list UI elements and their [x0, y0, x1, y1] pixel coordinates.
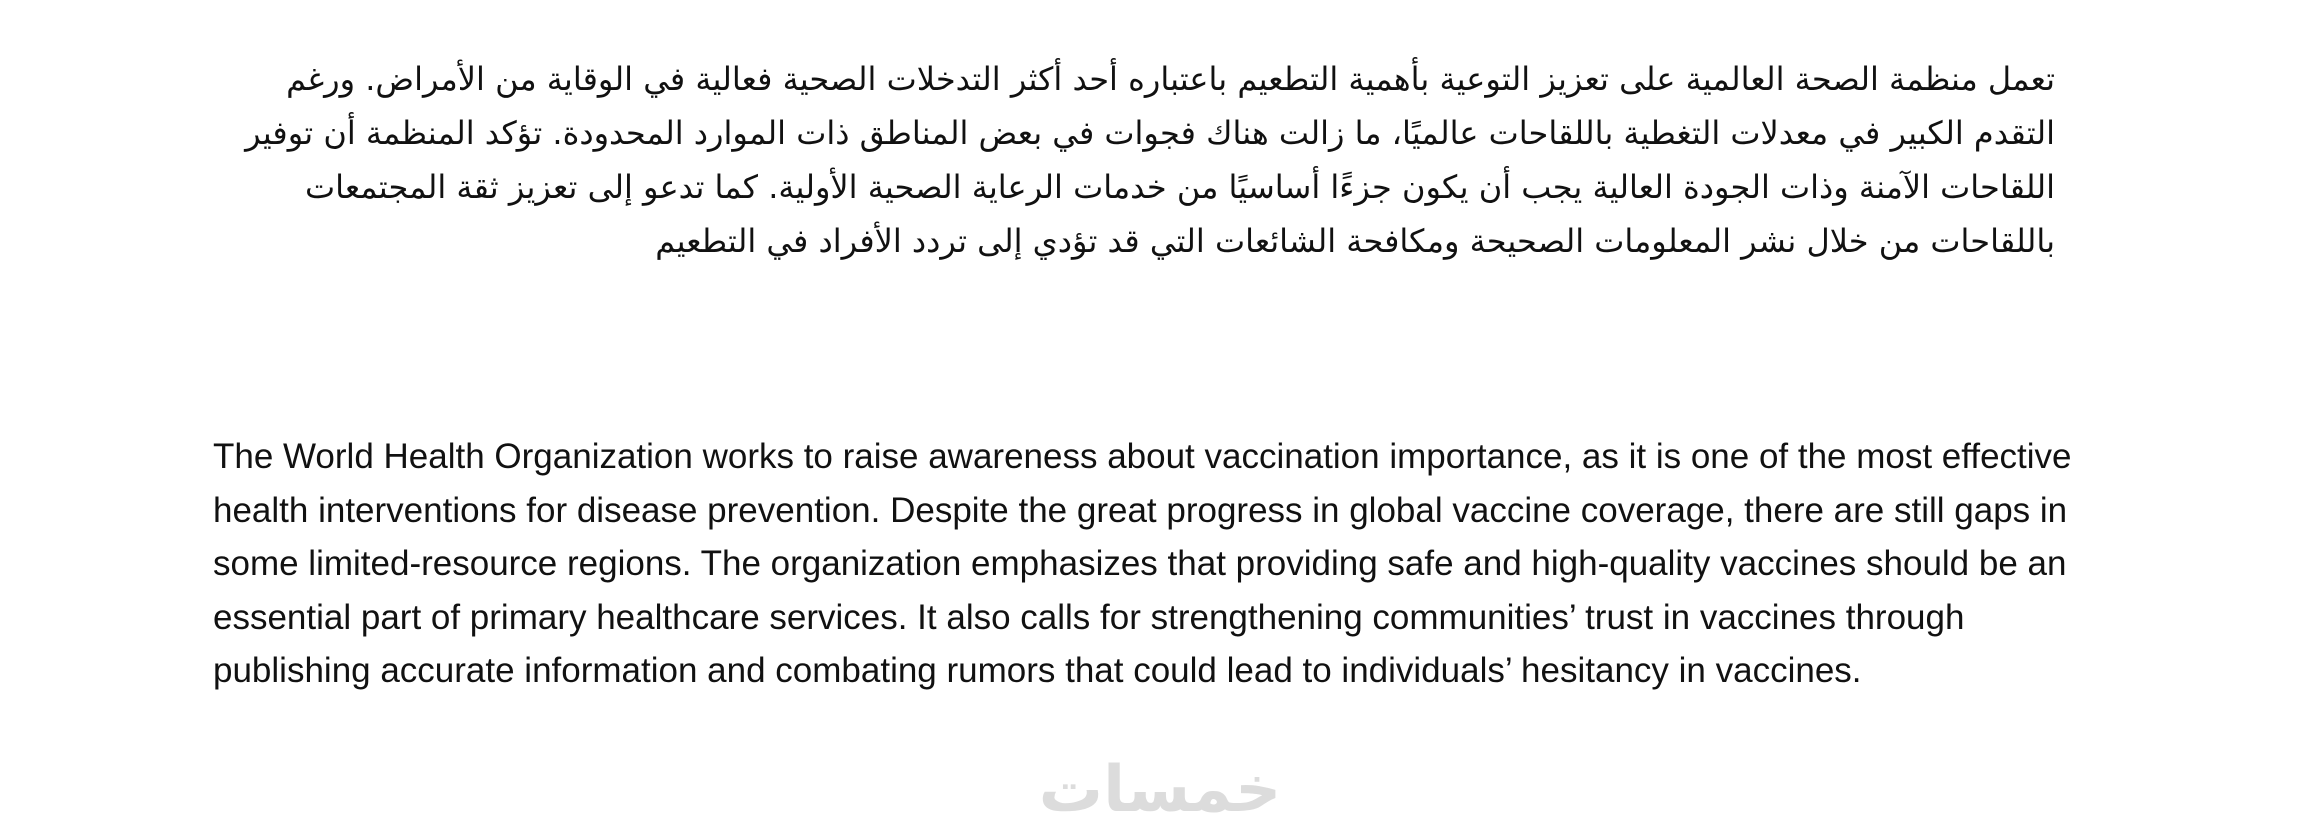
arabic-paragraph: تعمل منظمة الصحة العالمية على تعزيز التوعية بأهمية التطعيم باعتباره أحد أكثر التدخلات الصحية فعالية في الوقاية من الأمراض. ورغم التقدم الكبير في معدلات التغطية باللقاحات عالميًا، ما زالت هناك فجوات في بعض المناطق ذات الموارد المحدودة. تؤكد المنظمة أن توفير اللقاحات الآمنة وذات الجودة العالية يجب أن يكون جزءًا أساسيًا من خدمات الرعاية الصحية الأولية. كما تدعو إلى تعزيز ثقة المجتمعات باللقاحات من خلال نشر المعلومات الصحيحة ومكافحة الشائعات التي قد تؤدي إلى تردد الأفراد في التطعيم	[245, 60, 2055, 260]
arabic-text-block	[205, 52, 2055, 268]
english-paragraph: The World Health Organization works to raise awareness about vaccination importance, as it is one of the most effective health interventions for disease prevention. Despite the great progress in global vaccine coverage, there are still gaps in some limited-resource regions. The organization emphasizes that providing safe and high-quality vaccines should be an essential part of primary healthcare services. It also calls for strengthening communities’ trust in vaccines through publishing accurate information and combating rumors that could lead to individuals’ hesitancy in vaccines.	[213, 437, 2072, 690]
watermark-logo: خمسات	[1038, 753, 1282, 827]
english-text-block	[213, 430, 2083, 698]
